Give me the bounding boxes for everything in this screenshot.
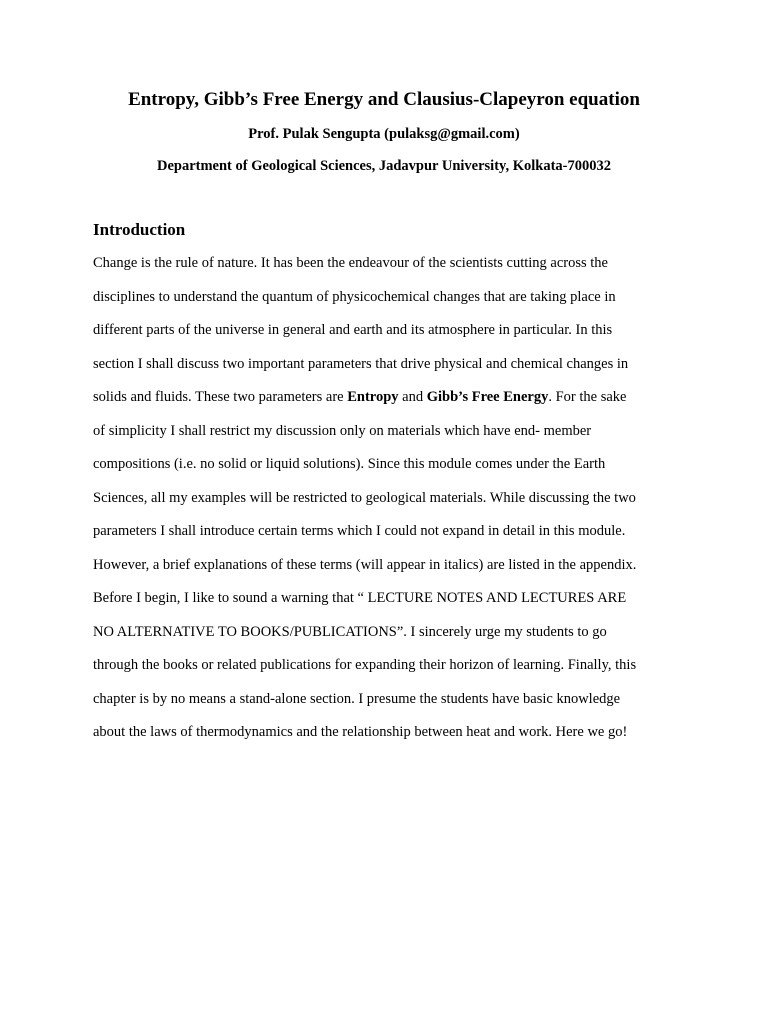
introduction-paragraph [93,252,693,755]
document-title: Entropy, Gibb’s Free Energy and Clausius-Clapeyron equation [128,89,640,110]
paragraph-line: different parts of the universe in general and earth and its atmosphere in particular. In this [93,322,613,338]
paragraph-line: Before I begin, I like to sound a warning that “ LECTURE NOTES AND LECTURES ARE [93,590,627,606]
paragraph-line: NO ALTERNATIVE TO BOOKS/PUBLICATIONS”. I sincerely urge my students to go [93,623,607,640]
paragraph-line: through the books or related publications for expanding their horizon of learning. Finally, this [93,657,637,673]
paragraph-line: Change is the rule of nature. It has been the endeavour of the scientists cutting across the [93,255,608,271]
line-text-after: . For the sake [548,389,627,405]
author-line: Prof. Pulak Sengupta (pulaksg@gmail.com) [248,126,520,142]
department-line: Department of Geological Sciences, Jadavpur University, Kolkata-700032 [156,158,612,174]
paragraph-line: However, a brief explanations of these terms (will appear in italics) are listed in the appendix. [93,556,637,573]
paragraph-line: chapter is by no means a stand-alone section. I presume the students have basic knowledge [93,690,621,707]
paragraph-line: parameters I shall introduce certain terms which I could not expand in detail in this module. [93,523,626,539]
bold-term-entropy: Entropy [347,389,399,405]
paragraph-line: section I shall discuss two important parameters that drive physical and chemical changes in [93,355,629,372]
section-heading-introduction: Introduction [93,220,186,239]
paragraph-line: about the laws of thermodynamics and the relationship between heat and work. Here we go! [93,724,628,740]
line-text-middle: and [398,389,427,405]
paragraph-line: Sciences, all my examples will be restricted to geological materials. While discussing the two [93,489,636,506]
line-text-before: solids and fluids. These two parameters are [93,389,348,405]
paragraph-line: disciplines to understand the quantum of physicochemical changes that are taking place in [93,288,616,305]
paragraph-line: compositions (i.e. no solid or liquid solutions). Since this module comes under the Earth [93,456,606,472]
paragraph-line-with-bold-terms [93,386,693,420]
paragraph-line: of simplicity I shall restrict my discussion only on materials which have end- member [93,422,592,439]
bold-term-gibbs-free-energy: Gibb’s Free Energy [426,389,549,405]
